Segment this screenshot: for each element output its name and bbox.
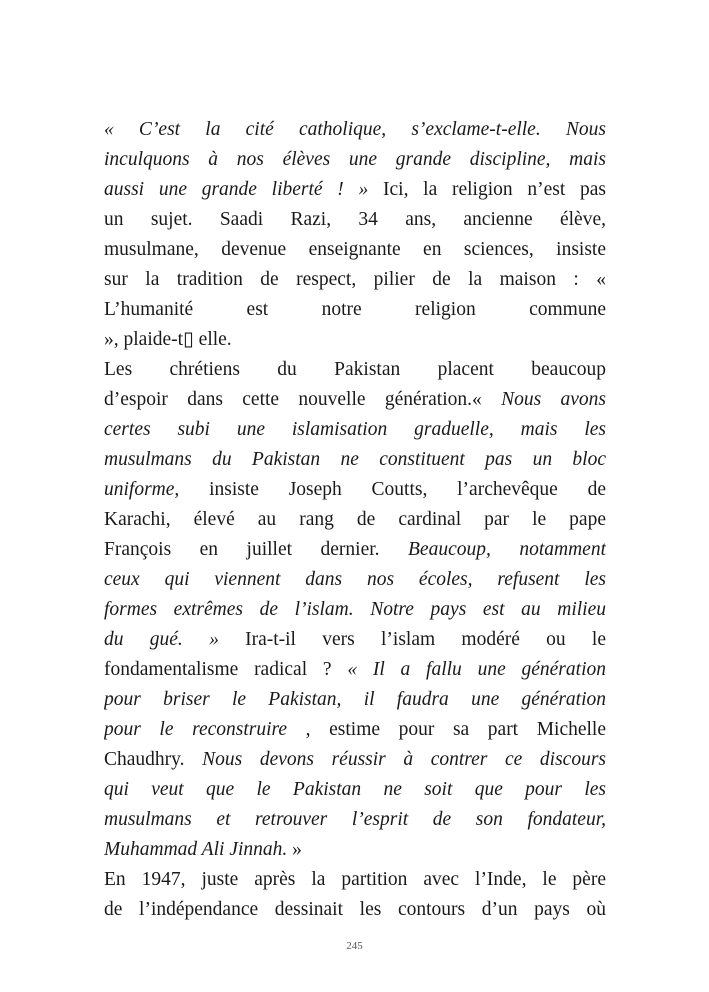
text-segment: Ici, la religion n’est pas bbox=[383, 179, 606, 200]
italic-text-segment: Nous devons réussir à contrer ce discours bbox=[202, 749, 606, 770]
text-segment: un sujet. Saadi Razi, 34 ans, ancienne élève, bbox=[104, 209, 606, 230]
italic-text-segment: Nous avons bbox=[501, 389, 606, 410]
italic-text-segment: musulmans et retrouver l’esprit de son fondateur, bbox=[104, 809, 606, 830]
italic-text-segment: Muhammad Ali Jinnah. bbox=[104, 839, 293, 860]
text-line bbox=[104, 235, 606, 265]
page-body bbox=[104, 115, 606, 925]
text-segment: musulmane, devenue enseignante en sciences, insiste bbox=[104, 239, 606, 260]
text-line bbox=[104, 805, 606, 835]
text-line bbox=[104, 685, 606, 715]
text-line bbox=[104, 625, 606, 655]
text-segment: », plaide-t▯ elle. bbox=[104, 329, 232, 350]
text-line bbox=[104, 145, 606, 175]
text-line bbox=[104, 115, 606, 145]
text-line bbox=[104, 475, 606, 505]
text-line bbox=[104, 745, 606, 775]
italic-text-segment: ceux qui viennent dans nos écoles, refusent les bbox=[104, 569, 606, 590]
italic-text-segment: inculquons à nos élèves une grande discipline, mais bbox=[104, 149, 606, 170]
text-line bbox=[104, 205, 606, 235]
italic-text-segment: qui veut que le Pakistan ne soit que pour les bbox=[104, 779, 606, 800]
italic-text-segment: aussi une grande liberté ! » bbox=[104, 179, 384, 200]
text-line bbox=[104, 535, 606, 565]
text-segment: François en juillet dernier. bbox=[104, 539, 408, 560]
text-segment: fondamentalisme radical ? bbox=[104, 659, 348, 680]
text-line bbox=[104, 505, 606, 535]
text-segment: Les chrétiens du Pakistan placent beaucoup bbox=[104, 359, 606, 380]
text-segment: En 1947, juste après la partition avec l’Inde, le père bbox=[104, 869, 606, 890]
text-line bbox=[104, 715, 606, 745]
text-segment: de l’indépendance dessinait les contours d’un pays où bbox=[104, 899, 606, 920]
text-segment: insiste Joseph Coutts, l’archevêque de bbox=[209, 479, 606, 500]
italic-text-segment: Beaucoup, notamment bbox=[408, 539, 606, 560]
text-line bbox=[104, 775, 606, 805]
text-segment: sur la tradition de respect, pilier de la maison : « bbox=[104, 269, 606, 290]
text-line bbox=[104, 355, 606, 385]
italic-text-segment: certes subi une islamisation graduelle, mais les bbox=[104, 419, 606, 440]
text-line bbox=[104, 265, 606, 295]
text-line bbox=[104, 895, 606, 925]
italic-text-segment: pour briser le Pakistan, il faudra une génération bbox=[104, 689, 606, 710]
text-line bbox=[104, 385, 606, 415]
text-segment: » bbox=[292, 839, 302, 860]
italic-text-segment: pour le reconstruire bbox=[104, 719, 306, 740]
text-segment: Ira-t-il vers l’islam modéré ou le bbox=[245, 629, 606, 650]
text-line bbox=[104, 415, 606, 445]
text-line bbox=[104, 865, 606, 895]
text-line bbox=[104, 325, 606, 355]
text-segment: , estime pour sa part Michelle bbox=[305, 719, 606, 740]
text-segment: Karachi, élevé au rang de cardinal par le pape bbox=[104, 509, 606, 530]
italic-text-segment: « C’est la cité catholique, s’exclame-t-elle. Nous bbox=[104, 119, 606, 140]
text-line bbox=[104, 565, 606, 595]
text-line bbox=[104, 175, 606, 205]
italic-text-segment: du gué. » bbox=[104, 629, 246, 650]
text-line bbox=[104, 655, 606, 685]
italic-text-segment: uniforme, bbox=[104, 479, 210, 500]
italic-text-segment: musulmans du Pakistan ne constituent pas un bloc bbox=[104, 449, 606, 470]
text-line bbox=[104, 835, 606, 865]
text-segment: d’espoir dans cette nouvelle génération.« bbox=[104, 389, 502, 410]
text-line bbox=[104, 295, 606, 325]
page-number: 245 bbox=[346, 940, 363, 952]
text-segment: L’humanité est notre religion commune bbox=[104, 299, 606, 320]
text-line bbox=[104, 595, 606, 625]
text-line bbox=[104, 445, 606, 475]
italic-text-segment: formes extrêmes de l’islam. Notre pays est au milieu bbox=[104, 599, 606, 620]
italic-text-segment: « Il a fallu une génération bbox=[347, 659, 606, 680]
text-segment: Chaudhry. bbox=[104, 749, 203, 770]
